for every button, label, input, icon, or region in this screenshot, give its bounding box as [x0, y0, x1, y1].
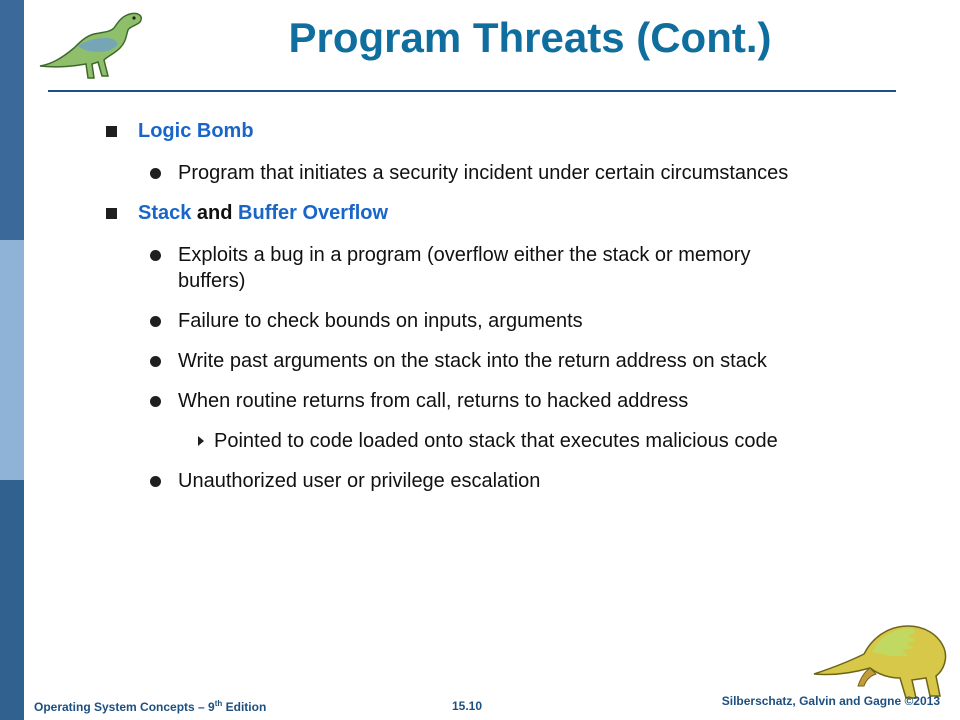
- title-divider: [48, 90, 896, 92]
- round-bullet-icon: [150, 250, 161, 261]
- sub-bullet: [100, 388, 820, 414]
- footer-page-number: 15.10: [452, 699, 483, 713]
- sub-bullet-text: Program that initiates a security incident under certain circumstances: [178, 162, 789, 184]
- round-bullet-icon: [150, 168, 161, 179]
- square-bullet-icon: [106, 208, 117, 219]
- sub-bullet: [100, 468, 820, 494]
- side-bar-dark-band: [0, 480, 24, 720]
- side-bar-light-band: [0, 240, 24, 480]
- side-bar: [0, 0, 24, 720]
- footer-book-suffix: Edition: [222, 700, 267, 714]
- sub-bullet: [100, 242, 820, 294]
- sub-bullet-text: When routine returns from call, returns to hacked address: [178, 390, 689, 412]
- term-logic-bomb: Logic Bomb: [138, 120, 254, 142]
- term-buffer-overflow: Buffer Overflow: [238, 202, 389, 224]
- sub-bullet: [100, 308, 820, 334]
- joiner-text: and: [191, 202, 239, 224]
- sub-bullet: [100, 160, 820, 186]
- footer-book-prefix: Operating System Concepts – 9: [34, 700, 215, 714]
- sub-bullet: [100, 348, 820, 374]
- bullet-stack-buffer-overflow: [100, 200, 820, 226]
- dinosaur-icon: [34, 6, 146, 88]
- dinosaur-icon: [812, 612, 952, 704]
- sub-sub-bullet: [100, 428, 820, 454]
- square-bullet-icon: [106, 126, 117, 137]
- sub-bullet-text: Failure to check bounds on inputs, arguments: [178, 310, 583, 332]
- sub-bullet-text: Unauthorized user or privilege escalation: [178, 470, 541, 492]
- footer-book-sup: th: [214, 699, 223, 708]
- footer-copyright: Silberschatz, Galvin and Gagne ©2013: [721, 694, 940, 708]
- term-stack: Stack: [138, 202, 192, 224]
- triangle-bullet-icon: [198, 436, 204, 446]
- slide-title: Program Threats (Cont.): [288, 14, 772, 61]
- bullet-logic-bomb: [100, 118, 820, 144]
- sub-bullet-text: Exploits a bug in a program (overflow either the stack or memory buffers): [178, 244, 751, 292]
- sub-sub-bullet-text: Pointed to code loaded onto stack that executes malicious code: [214, 430, 778, 452]
- round-bullet-icon: [150, 356, 161, 367]
- sub-bullet-text: Write past arguments on the stack into the return address on stack: [178, 350, 767, 372]
- round-bullet-icon: [150, 396, 161, 407]
- round-bullet-icon: [150, 476, 161, 487]
- round-bullet-icon: [150, 316, 161, 327]
- slide-content: [100, 118, 820, 508]
- footer-book-title: [34, 699, 266, 714]
